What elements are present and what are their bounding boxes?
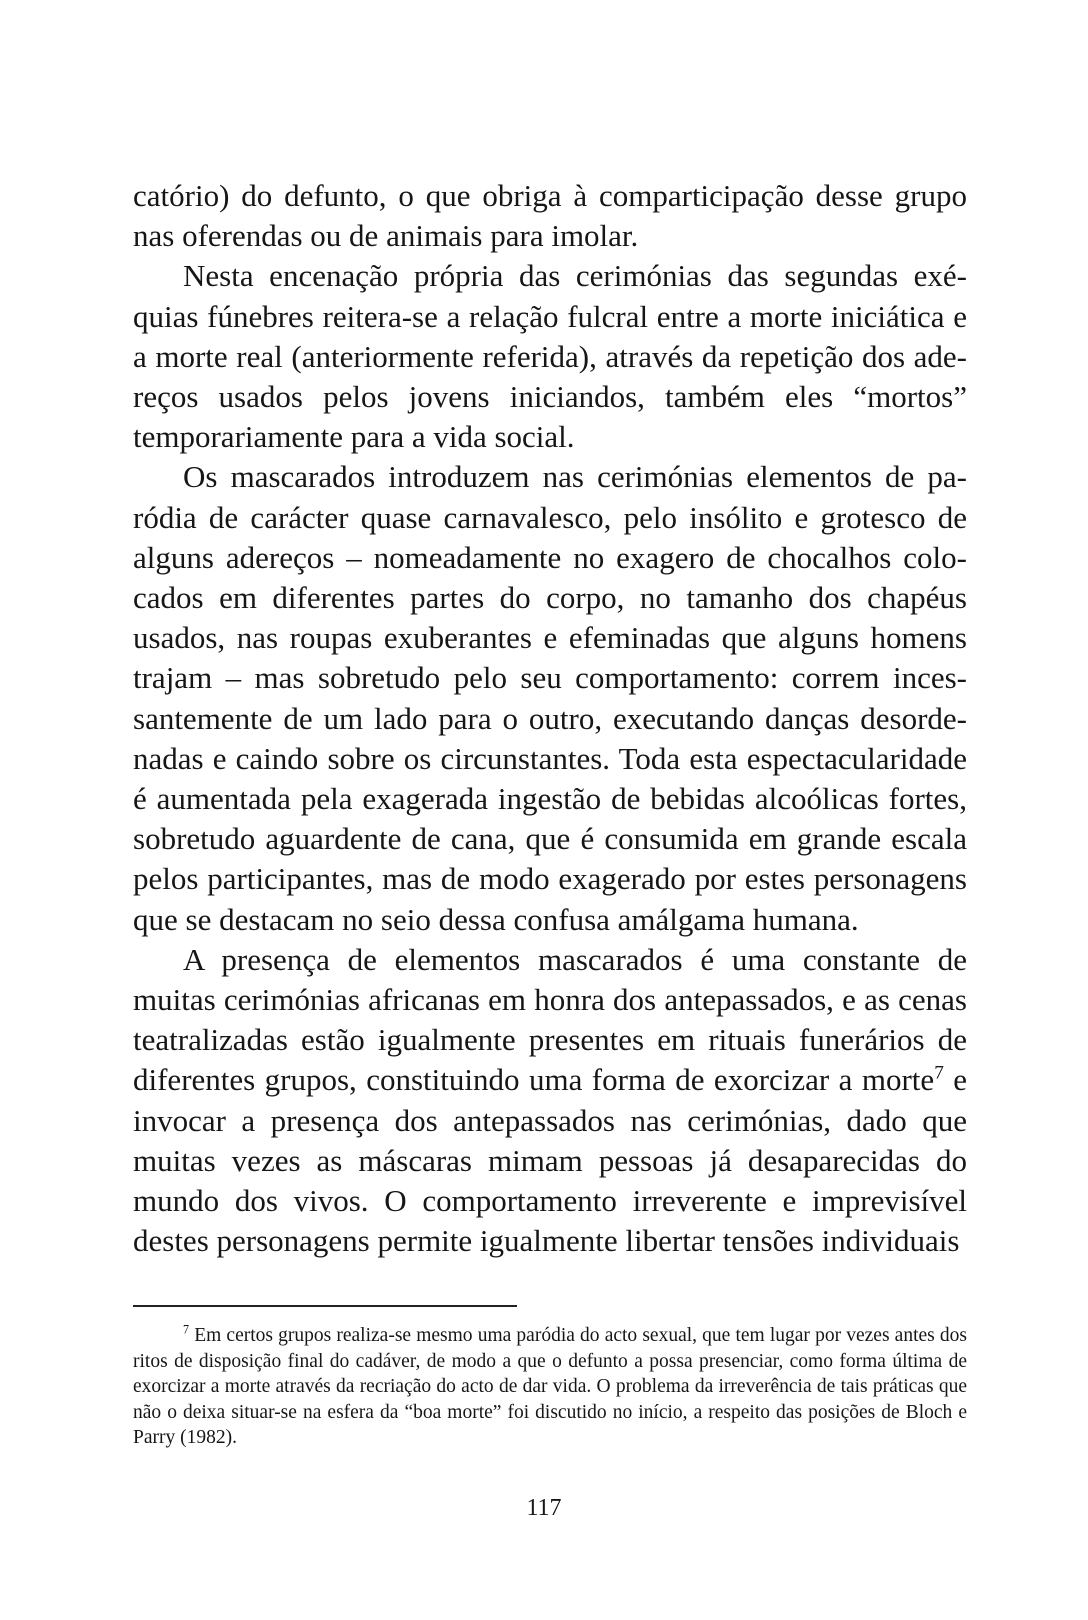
footnote-divider	[133, 1305, 517, 1307]
footnote-reference: 7	[934, 1063, 944, 1085]
paragraph-presenca-text-after-note: e invocar a presença dos antepassados nas cerimónias, dado que muitas vezes as máscaras mimam pessoas já desaparecidas do mundo dos vivos. O comportamento irreverente e imprevisível destes personagens permite igualmente libertar tensões individuais	[133, 1062, 967, 1259]
paragraph-continuation: catório) do defunto, o que obriga à comparticipação desse grupo nas oferendas ou de animais para imolar.	[133, 178, 967, 254]
paragraph-presenca-text-before-note: A presença de elementos mascarados é uma constante de muitas cerimónias africanas em honra dos antepassados, e as cenas teatralizadas estão igualmente presentes em rituais funerários de diferentes grupos, constituindo uma forma de exorcizar a morte	[133, 941, 967, 1098]
footnote-marker: 7	[183, 1322, 190, 1337]
body-text	[133, 176, 967, 1261]
footnote-text: Em certos grupos realiza-se mesmo uma paródia do acto sexual, que tem lugar por vezes antes dos ritos de disposição final do cadáver, de modo a que o defunto a possa presenciar, como forma última de exorcizar a morte através da recriação do acto de dar vida. O problema da irreverência de tais práticas que não o deixa situar-se na esfera da “boa morte” foi discutido no início, a respeito das posições de Bloch e Parry (1982).	[133, 1325, 967, 1448]
page-number: 117	[526, 1495, 562, 1521]
footnote	[133, 1323, 967, 1451]
paragraph-exequias: Nesta encenação própria das cerimónias das segundas exéquias fúnebres reitera-se a relação fulcral entre a morte iniciática e a morte real (anteriormente referida), através da repetição dos adereços usados pelos jovens iniciandos, também eles “mortos” temporariamente para a vida social.	[133, 258, 967, 455]
paragraph-presenca	[133, 940, 967, 1262]
paragraph-mascarados: Os mascarados introduzem nas cerimónias elementos de paródia de carácter quase carnavalesco, pelo insólito e grotesco de alguns adereços – nomeadamente no exagero de chocalhos colocados em diferentes partes do corpo, no tamanho dos chapéus usados, nas roupas exuberantes e efeminadas que alguns homens trajam – mas sobretudo pelo seu comportamento: correm incessantemente de um lado para o outro, executando danças desordenadas e caindo sobre os circunstantes. Toda esta espectacularidade é aumentada pela exagerada ingestão de bebidas alcoólicas fortes, sobretudo aguardente de cana, que é consumida em grande escala pelos participantes, mas de modo exagerado por estes personagens que se destacam no seio dessa confusa amálgama humana.	[133, 459, 967, 937]
